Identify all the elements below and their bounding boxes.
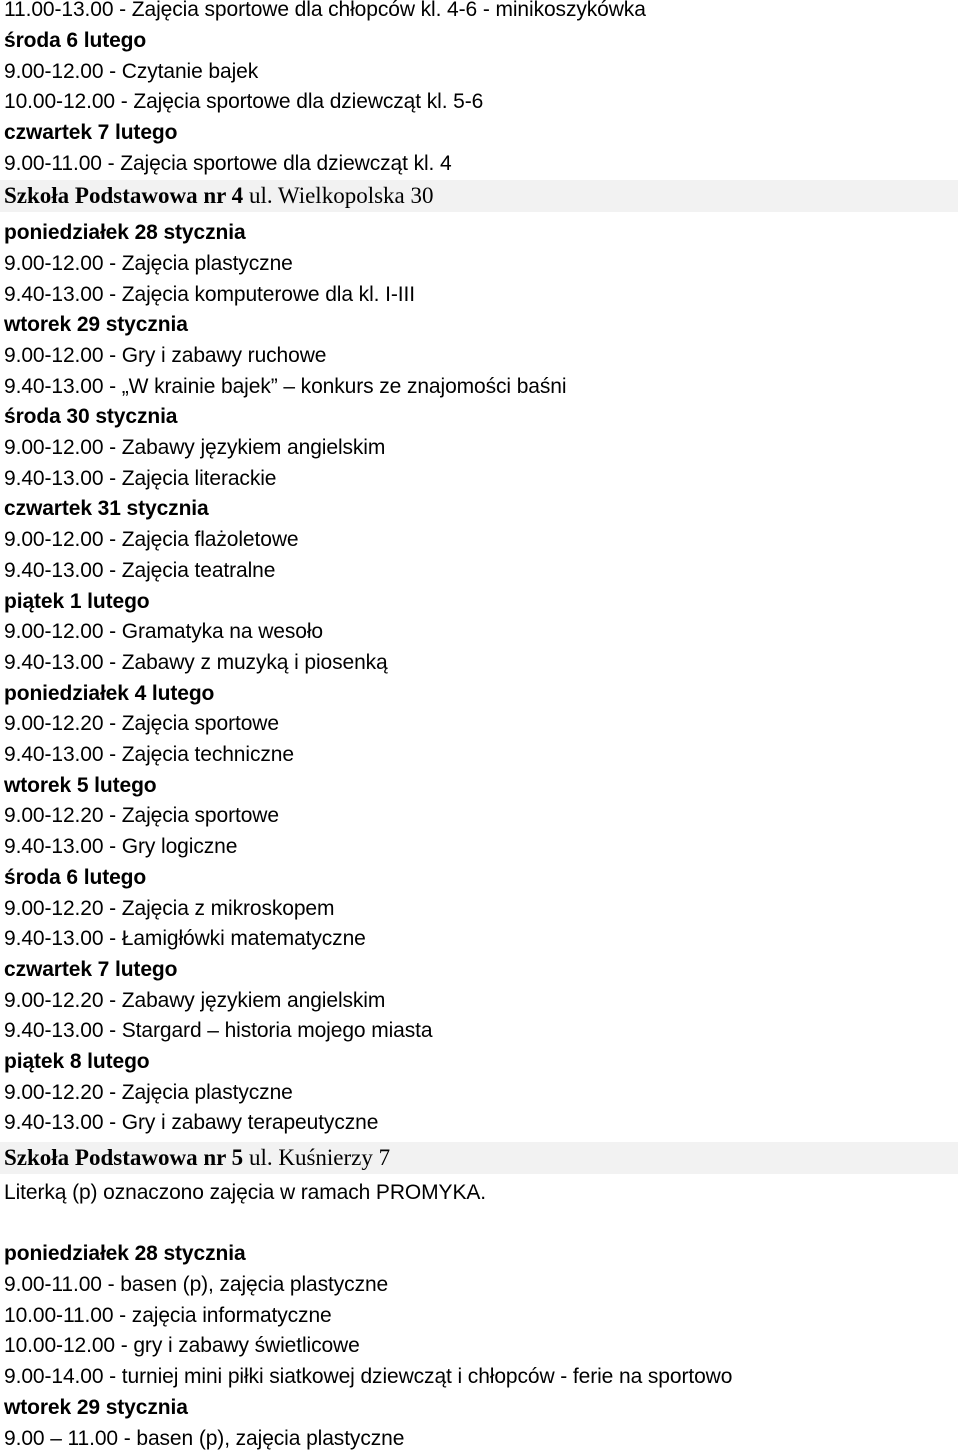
schedule-line: 9.00-12.00 - Zabawy językiem angielskim [4,436,386,459]
schedule-line: 9.40-13.00 - Zabawy z muzyką i piosenką [4,651,388,674]
day-heading: czwartek 31 stycznia [4,497,209,520]
schedule-line: 10.00-12.00 - Zajęcia sportowe dla dziewcząt kl. 5-6 [4,90,484,113]
schedule-line: 9.00-11.00 - basen (p), zajęcia plastyczne [4,1273,389,1296]
schedule-line: 9.00-12.00 - Gry i zabawy ruchowe [4,344,327,367]
day-heading: czwartek 7 lutego [4,958,178,981]
schedule-line: 9.40-13.00 - Zajęcia techniczne [4,743,294,766]
schedule-line: 9.00-12.00 - Czytanie bajek [4,60,259,83]
schedule-line: 9.00-12.00 - Gramatyka na wesoło [4,620,323,643]
school-address: ul. Wielkopolska 30 [243,183,434,208]
schedule-line: 9.00-12.20 - Zabawy językiem angielskim [4,989,386,1012]
schedule-line: 9.00-12.20 - Zajęcia z mikroskopem [4,897,335,920]
schedule-line: 9.00-14.00 - turniej mini piłki siatkowej dziewcząt i chłopców - ferie na sportowo [4,1365,733,1388]
schedule-line: 9.00-11.00 - Zajęcia sportowe dla dziewcząt kl. 4 [4,152,452,175]
day-heading: środa 30 stycznia [4,405,178,428]
schedule-line: 9.40-13.00 - Zajęcia literackie [4,467,277,490]
schedule-line: 9.00-12.20 - Zajęcia sportowe [4,712,279,735]
schedule-line: 9.40-13.00 - „W krainie bajek” – konkurs ze znajomości baśni [4,375,567,398]
school-header-5 [0,1142,958,1174]
schedule-line: 9.40-13.00 - Zajęcia teatralne [4,559,276,582]
legend-note: Literką (p) oznaczono zajęcia w ramach PROMYKA. [4,1181,486,1204]
school-address: ul. Kuśnierzy 7 [243,1145,391,1170]
day-heading: poniedziałek 28 stycznia [4,221,246,244]
schedule-line: 9.00 – 11.00 - basen (p), zajęcia plastyczne [4,1427,405,1450]
schedule-line: 9.40-13.00 - Gry i zabawy terapeutyczne [4,1111,379,1134]
schedule-line: 9.40-13.00 - Zajęcia komputerowe dla kl. I-III [4,283,415,306]
day-heading: wtorek 29 stycznia [4,1396,188,1419]
schedule-line: 9.00-12.20 - Zajęcia sportowe [4,804,279,827]
school-name: Szkoła Podstawowa nr 5 [4,1145,244,1170]
day-heading: poniedziałek 4 lutego [4,682,215,705]
schedule-line: 9.40-13.00 - Łamigłówki matematyczne [4,927,366,950]
day-heading: wtorek 5 lutego [4,774,157,797]
day-heading: poniedziałek 28 stycznia [4,1242,246,1265]
schedule-line: 9.40-13.00 - Gry logiczne [4,835,238,858]
day-heading: piątek 8 lutego [4,1050,150,1073]
day-heading: środa 6 lutego [4,866,147,889]
schedule-line: 9.00-12.20 - Zajęcia plastyczne [4,1081,293,1104]
schedule-line: 10.00-11.00 - zajęcia informatyczne [4,1304,332,1327]
school-name: Szkoła Podstawowa nr 4 [4,183,244,208]
schedule-line: 10.00-12.00 - gry i zabawy świetlicowe [4,1334,360,1357]
day-heading: środa 6 lutego [4,29,147,52]
day-heading: wtorek 29 stycznia [4,313,188,336]
school-header-4 [0,180,958,212]
schedule-line: 9.00-12.00 - Zajęcia flażoletowe [4,528,299,551]
schedule-line: 9.00-12.00 - Zajęcia plastyczne [4,252,293,275]
day-heading: piątek 1 lutego [4,590,150,613]
day-heading: czwartek 7 lutego [4,121,178,144]
schedule-line: 11.00-13.00 - Zajęcia sportowe dla chłopców kl. 4-6 - minikoszykówka [4,0,646,21]
schedule-line: 9.40-13.00 - Stargard – historia mojego miasta [4,1019,433,1042]
